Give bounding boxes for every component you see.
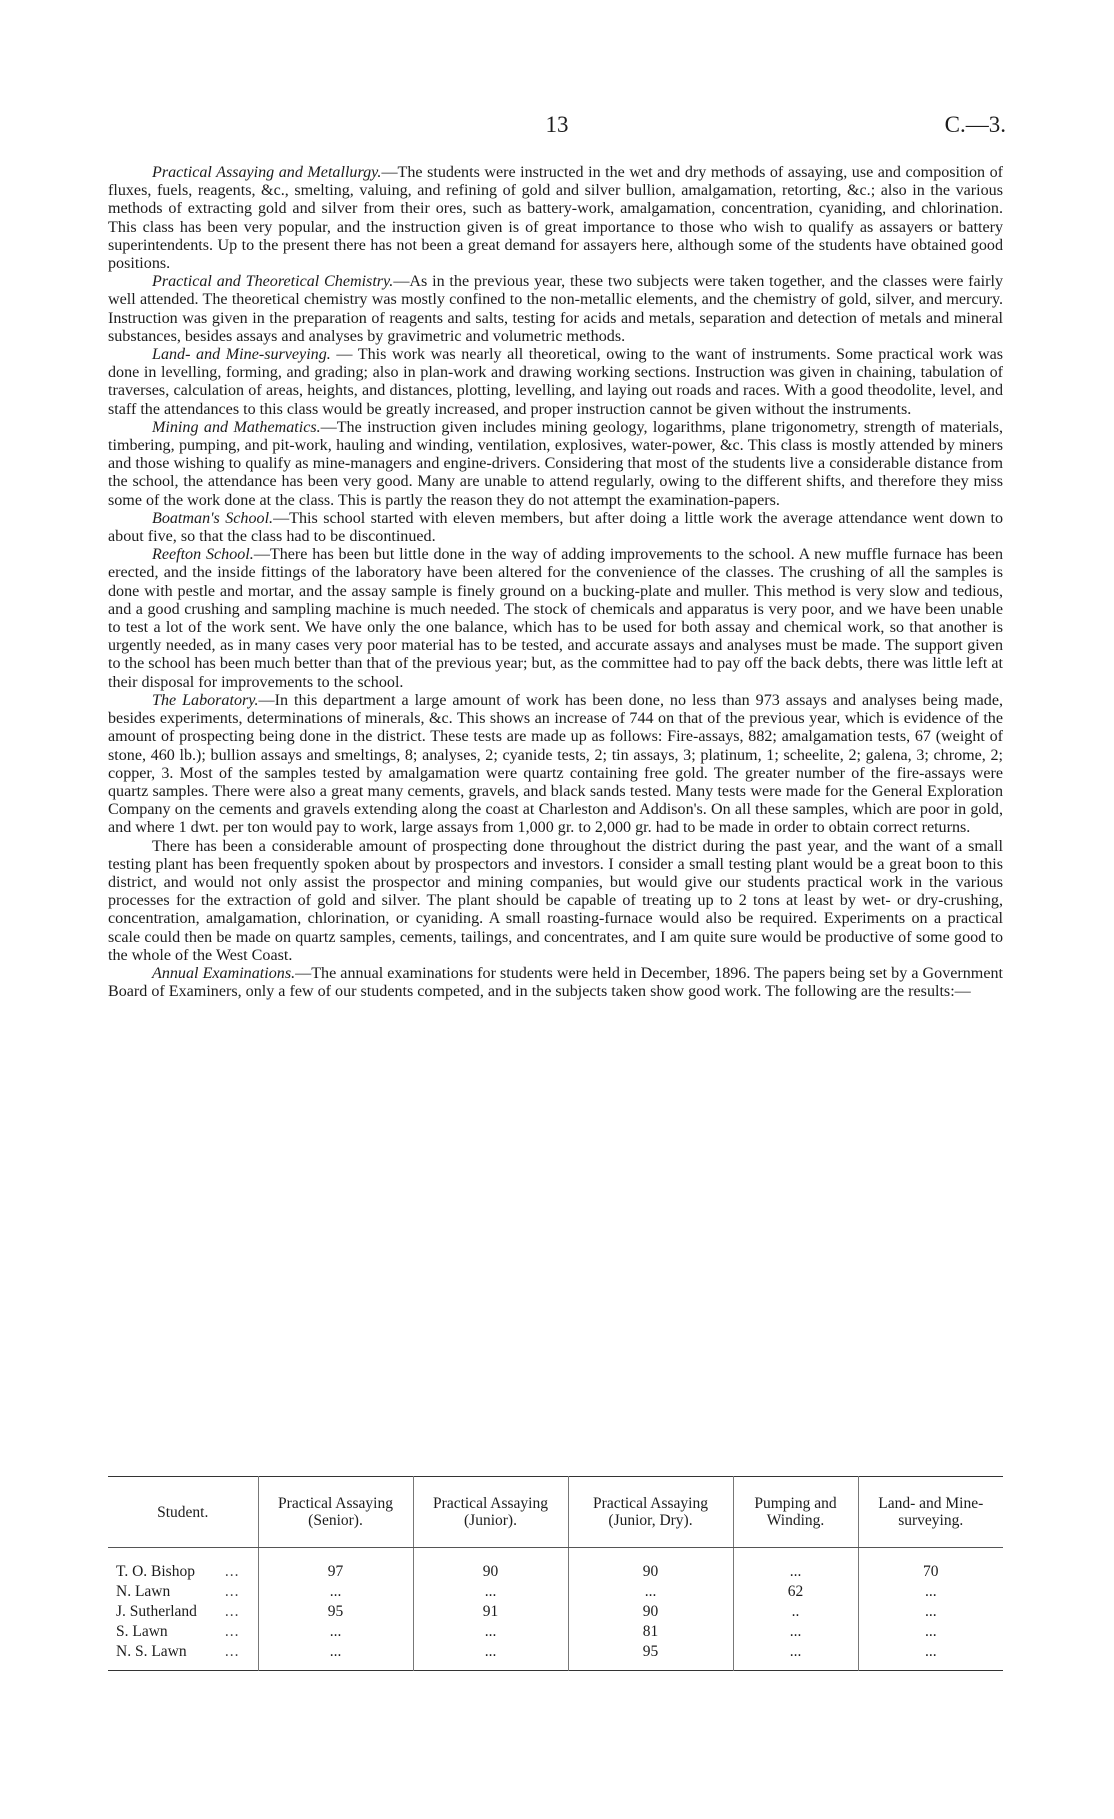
score-cell: ... xyxy=(733,1622,858,1642)
score-cell: ... xyxy=(858,1582,1003,1602)
column-header-assaying-junior-dry: Practical Assaying (Junior, Dry). xyxy=(568,1477,733,1548)
score-cell: ... xyxy=(258,1642,413,1671)
paragraph-mining xyxy=(108,419,1003,510)
leader-dots: ... xyxy=(224,1603,240,1620)
results-table xyxy=(108,1476,1003,1671)
score-cell: 70 xyxy=(858,1548,1003,1583)
score-cell: 95 xyxy=(568,1642,733,1671)
paragraph-text: —In this department a large amount of work has been done, no less than 973 assays and analyses being made, besides experiments, determinations of minerals, &c. This shows an increase of 744 on that of the previous year, which is evidence of the amount of prospecting being done in the district. These tests are made up as follows: Fire-assays, 882; amalgamation tests, 67 (weight of stone, 460 lb.); bullion assays and smeltings, 8; analyses, 2; cyanide tests, 2; tin assays, 3; platinum, 1; scheelite, 2; galena, 3; chrome, 2; copper, 3. Most of the samples tested by amalgamation were quartz containing free gold. The greater number of the fire-assays were quartz samples. There were also a great many cements, gravels, and black sands tested. Many tests were made for the General Exploration Company on the cements and gravels extending along the coast at Charleston and Addison's. On all these samples, which are poor in gold, and where 1 dwt. per ton would pay to work, large assays from 1,000 gr. to 2,000 gr. had to be made in order to obtain correct returns. xyxy=(108,691,1004,837)
table-row xyxy=(108,1622,1003,1642)
score-cell: 90 xyxy=(568,1548,733,1583)
paragraph-heading: Reefton School. xyxy=(152,546,254,564)
student-name-cell xyxy=(108,1582,258,1602)
report-body xyxy=(108,164,1003,1001)
student-name: N. S. Lawn xyxy=(116,1643,187,1660)
student-name: N. Lawn xyxy=(116,1583,171,1600)
page-number: 13 xyxy=(545,112,569,137)
score-cell: ... xyxy=(413,1582,568,1602)
score-cell: ... xyxy=(733,1548,858,1583)
paragraph-heading: Practical and Theoretical Chemistry. xyxy=(152,273,394,291)
table-row xyxy=(108,1548,1003,1583)
leader-dots: ... xyxy=(224,1643,240,1660)
table-header-row xyxy=(108,1477,1003,1548)
paragraph-text: — This work was nearly all theoretical, owing to the want of instruments. Some practical work was done in levelling, forming, and grading; also in plan-work and drawing working sections. Instruction was given in chaining, tabulation of traverses, calculation of areas, heights, and distances, plotting, levelling, and laying out roads and races. With a good theodolite, level, and staff the attendances to this class would be greatly increased, and proper instruction cannot be given without the instruments. xyxy=(108,346,1003,418)
score-cell: .. xyxy=(733,1602,858,1622)
leader-dots: ... xyxy=(224,1563,240,1580)
student-name-cell xyxy=(108,1548,258,1583)
student-name: T. O. Bishop xyxy=(116,1563,195,1580)
score-cell: ... xyxy=(413,1642,568,1671)
student-name: S. Lawn xyxy=(116,1623,168,1640)
paragraph-text: —The instruction given includes mining geology, logarithms, plane trigonometry, strength of materials, timbering, pumping, and pit-work, hauling and winding, ventilation, explosives, water-power, &c. This class is mostly attended by miners and those wishing to qualify as mine-managers and engine-drivers. Considering that most of the students live a considerable distance from the school, the attendance has been very good. Many are unable to attend regularly, owing to the different shifts, and therefore they miss some of the work done at the class. This is partly the reason they do not attempt the examination-papers. xyxy=(108,418,1003,509)
column-header-surveying: Land- and Mine-surveying. xyxy=(858,1477,1003,1548)
leader-dots: ... xyxy=(224,1623,240,1640)
page-header xyxy=(108,112,1006,142)
paragraph-assaying xyxy=(108,164,1003,273)
paragraph-heading: Land- and Mine-surveying. xyxy=(152,346,331,364)
score-cell: ... xyxy=(258,1622,413,1642)
paragraph-heading: Mining and Mathematics. xyxy=(152,418,321,436)
score-cell: ... xyxy=(858,1642,1003,1671)
score-cell: 91 xyxy=(413,1602,568,1622)
table-row xyxy=(108,1642,1003,1671)
score-cell: ... xyxy=(858,1602,1003,1622)
score-cell: 62 xyxy=(733,1582,858,1602)
column-header-student: Student. xyxy=(108,1477,258,1548)
score-cell: ... xyxy=(858,1622,1003,1642)
score-cell: 90 xyxy=(413,1548,568,1583)
document-reference: C.—3. xyxy=(944,112,1006,137)
paragraph-heading: Annual Examinations. xyxy=(152,964,296,982)
paragraph-text: —As in the previous year, these two subjects were taken together, and the classes were fairly well attended. The theoretical chemistry was mostly confined to the non-metallic elements, and the chemistry of gold, silver, and mercury. Instruction was given in the preparation of reagents and salts, testing for acids and metals, separation and detection of metals and mineral substances, besides assays and analyses by gravimetric and volumetric methods. xyxy=(108,273,1003,345)
student-name-cell xyxy=(108,1642,258,1671)
paragraph-text: —There has been but little done in the way of adding improvements to the school. A new muffle furnace has been erected, and the inside fittings of the laboratory have been altered for the convenience of the classes. The crushing of all the samples is done with pestle and mortar, and the assay sample is finely ground on a bucking-plate and muller. This method is very slow and tedious, and a good crushing and sampling machine is much needed. The stock of chemicals and apparatus is very poor, and we have been unable to test a lot of the work sent. We have only the one balance, which has to be used for both assay and chemical work, so that another is urgently needed, as in many cases very poor material has to be tested, and accurate assays and analyses must be made. The support given to the school has been much better than that of the previous year; but, as the committee had to pay off the back debts, there was little left at their disposal for improvements to the school. xyxy=(108,546,1003,691)
score-cell: ... xyxy=(733,1642,858,1671)
score-cell: 81 xyxy=(568,1622,733,1642)
paragraph-text: —This school started with eleven members, but after doing a little work the average attendance went down to about five, so that the class had to be discontinued. xyxy=(108,509,1003,546)
leader-dots: ... xyxy=(224,1583,240,1600)
column-header-assaying-senior: Practical Assaying (Senior). xyxy=(258,1477,413,1548)
student-name: J. Sutherland xyxy=(116,1603,197,1620)
student-name-cell xyxy=(108,1602,258,1622)
table-row xyxy=(108,1582,1003,1602)
paragraph-boatmans-school xyxy=(108,510,1003,546)
paragraph-chemistry xyxy=(108,273,1003,346)
score-cell: 97 xyxy=(258,1548,413,1583)
table-row xyxy=(108,1602,1003,1622)
score-cell: ... xyxy=(258,1582,413,1602)
paragraph-examinations xyxy=(108,965,1003,1001)
paragraph-reefton-school xyxy=(108,546,1003,692)
paragraph-text: —The students were instructed in the wet and dry methods of assaying, use and composition of fluxes, fuels, reagents, &c., smelting, valuing, and refining of gold and silver bullion, amalgamation, retorting, &c.; also in the various methods of extracting gold and silver from their ores, such as battery-work, amalgamation, concentration, cyaniding, and chlorination. This class has been very popular, and the instruction given is of great importance to those who wish to qualify as assayers or battery superintendents. Up to the present there has not been a great demand for assayers here, although some of the students have obtained good positions. xyxy=(108,164,1003,273)
score-cell: ... xyxy=(568,1582,733,1602)
paragraph-text: —The annual examinations for students were held in December, 1896. The papers being set by a Government Board of Examiners, only a few of our students competed, and in the subjects taken show good work. The following are the results:— xyxy=(108,964,1003,1001)
paragraph-heading: Practical Assaying and Metallurgy. xyxy=(152,164,382,181)
student-name-cell xyxy=(108,1622,258,1642)
paragraph-heading: The Laboratory. xyxy=(152,691,259,709)
paragraph-prospecting xyxy=(108,838,1003,965)
paragraph-surveying xyxy=(108,346,1003,419)
score-cell: 90 xyxy=(568,1602,733,1622)
score-cell: 95 xyxy=(258,1602,413,1622)
paragraph-laboratory xyxy=(108,692,1003,838)
score-cell: ... xyxy=(413,1622,568,1642)
paragraph-heading: Boatman's School. xyxy=(152,509,274,527)
column-header-assaying-junior: Practical Assaying (Junior). xyxy=(413,1477,568,1548)
column-header-pumping-winding: Pumping and Winding. xyxy=(733,1477,858,1548)
paragraph-text: There has been a considerable amount of prospecting done throughout the district during the past year, and the want of a small testing plant has been frequently spoken about by prospectors and investors. I consider a small testing plant would be a great boon to this district, and would not only assist the prospector and mining companies, but would give our students practical work in the various processes for the extraction of gold and silver. The plant should be capable of treating up to 2 tons at least by wet- or dry-crushing, concentration, amalgamation, chlorination, or cyaniding. A small roasting-furnace would also be required. Experiments on a practical scale could then be made on quartz samples, cements, tailings, and concentrates, and I am quite sure would be productive of some good to the whole of the West Coast. xyxy=(108,837,1003,964)
